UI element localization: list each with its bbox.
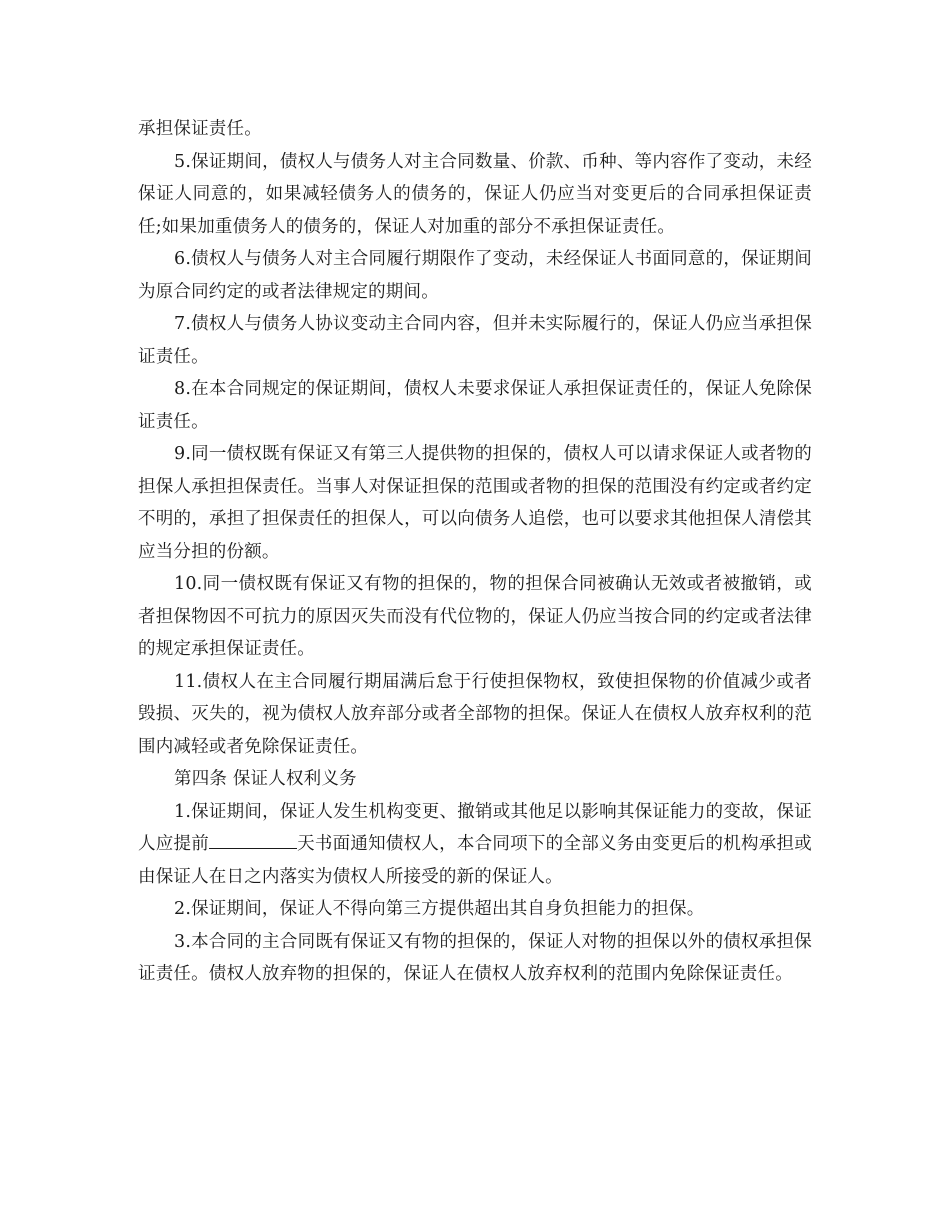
paragraph-continuation: 承担保证责任。 xyxy=(138,119,262,139)
clause-8: 8.在本合同规定的保证期间，债权人未要求保证人承担保证责任的，保证人免除保证责任。 xyxy=(138,379,812,432)
article-4-clause-1 xyxy=(138,796,812,894)
article-4-clause-3: 3.本合同的主合同既有保证又有物的担保的，保证人对物的担保以外的债权承担保证责任。债权人放弃物的担保的，保证人在债权人放弃权利的范围内免除保证责任。 xyxy=(138,931,812,984)
document-body xyxy=(138,113,812,991)
clause-5: 5.保证期间，债权人与债务人对主合同数量、价款、币种、等内容作了变动，未经保证人同意的，如果减轻债务人的债务的，保证人仍应当对变更后的合同承担保证责任;如果加重债务人的债务的，保证人对加重的部分不承担保证责任。 xyxy=(138,151,812,237)
clause-7: 7.债权人与债务人协议变动主合同内容，但并未实际履行的，保证人仍应当承担保证责任。 xyxy=(138,314,812,367)
clause-10: 10.同一债权既有保证又有物的担保的，物的担保合同被确认无效或者被撤销，或者担保物因不可抗力的原因灭失而没有代位物的，保证人仍应当按合同的约定或者法律的规定承担保证责任。 xyxy=(138,574,812,659)
clause-9: 9.同一债权既有保证又有第三人提供物的担保的，债权人可以请求保证人或者物的担保人承担担保责任。当事人对保证担保的范围或者物的担保的范围没有约定或者约定不明的，承担了担保责任的担保人，可以向债务人追偿，也可以要求其他担保人清偿其应当分担的份额。 xyxy=(138,444,812,562)
clause-11: 11.债权人在主合同履行期届满后怠于行使担保物权，致使担保物的价值减少或者毁损、灭失的，视为债权人放弃部分或者全部物的担保。保证人在债权人放弃权利的范围内减轻或者免除保证责任。 xyxy=(138,671,812,757)
article-4-clause-1-part-a: 1.保证期间，保证人发生机构变更、撤销或其他足以影响其保证能力的变故，保证人应提前 xyxy=(138,801,812,854)
article-4-clause-1-part-b: 天书面通知债权人，本合同项下的全部义务由变更后的机构承担或由保证人在日之内落实为债权人所接受的新的保证人。 xyxy=(138,834,812,887)
fill-in-blank xyxy=(209,830,297,849)
clause-6: 6.债权人与债务人对主合同履行期限作了变动，未经保证人书面同意的，保证期间为原合同约定的或者法律规定的期间。 xyxy=(138,249,812,302)
article-4-heading: 第四条 保证人权利义务 xyxy=(174,769,357,789)
article-4-clause-2: 2.保证期间，保证人不得向第三方提供超出其自身负担能力的担保。 xyxy=(174,899,705,919)
